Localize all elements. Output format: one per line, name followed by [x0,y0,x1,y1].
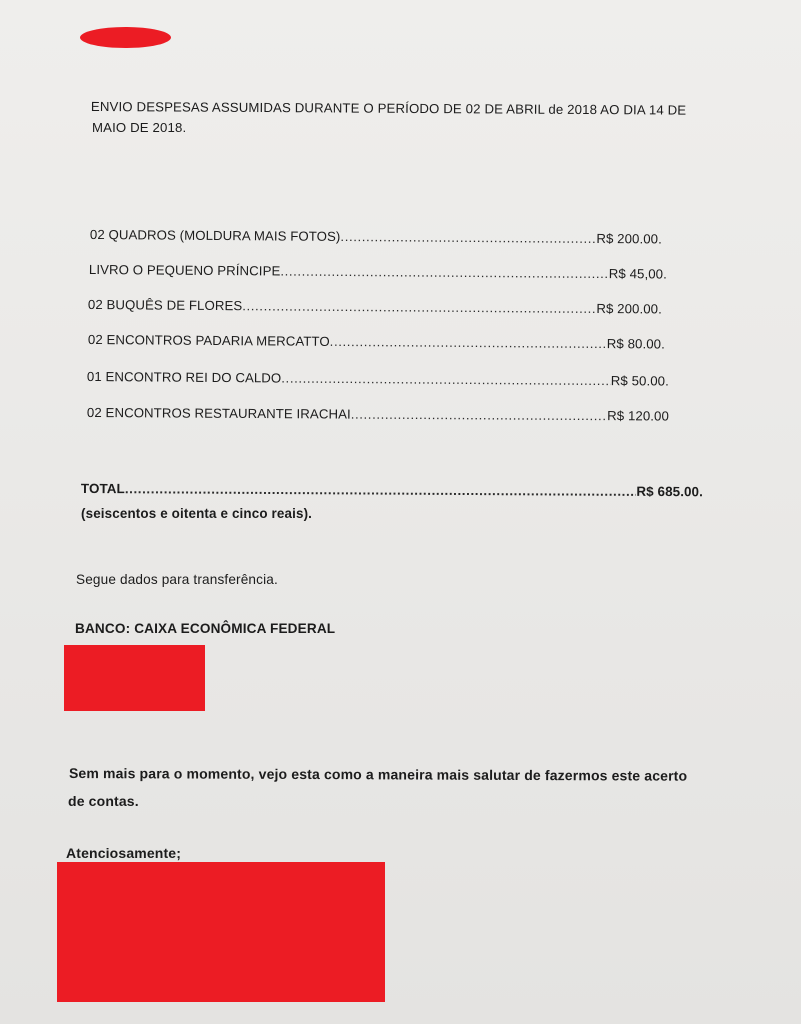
closing-line-2: de contas. [68,793,139,809]
dot-leader [280,264,609,282]
dot-leader [125,481,637,499]
total-row [81,481,703,499]
bank-name: BANCO: CAIXA ECONÔMICA FEDERAL [75,621,336,636]
expense-value: R$ 200.00. [596,230,662,247]
total-in-words: (seiscentos e oitenta e cinco reais). [81,506,313,521]
total-label: TOTAL [80,481,125,497]
expense-value: R$ 120.00 [607,408,669,424]
expense-label: LIVRO O PEQUENO PRÍNCIPE [88,262,281,279]
expense-value: R$ 80.00. [606,336,665,352]
expense-item [88,332,665,352]
header-line-1: ENVIO DESPESAS ASSUMIDAS DURANTE O PERÍODO DE 02 DE ABRIL de 2018 AO DIA 14 DE [90,99,687,118]
dot-leader [281,371,611,389]
expense-item [87,405,669,424]
expense-label: 01 ENCONTRO REI DO CALDO [86,369,282,386]
redacted-signature [57,862,385,1002]
transfer-note: Segue dados para transferência. [76,572,278,587]
header-line-2: MAIO DE 2018. [92,120,187,135]
expense-value: R$ 50.00. [610,373,669,389]
expense-item [90,227,662,246]
closing-line-1: Sem mais para o momento, vejo esta como a maneira mais salutar de fazermos este acerto [68,765,688,784]
dot-leader [340,229,596,246]
expense-label: 02 ENCONTROS RESTAURANTE IRACHAI [86,405,351,422]
closing-regards: Atenciosamente; [66,845,182,861]
redacted-header-mark [80,27,171,48]
redacted-bank-details [64,645,205,711]
expense-item [87,369,669,389]
dot-leader [330,334,607,351]
expense-label: 02 BUQUÊS DE FLORES [87,297,243,314]
dot-leader [242,298,596,316]
expense-value: R$ 45,00. [608,266,667,282]
expense-item [89,262,667,282]
dot-leader [351,407,607,424]
expense-value: R$ 200.00. [596,300,662,317]
total-value: R$ 685.00. [636,483,703,500]
expense-label: 02 ENCONTROS PADARIA MERCATTO [87,332,330,349]
expense-item [88,297,662,317]
expense-label: 02 QUADROS (MOLDURA MAIS FOTOS) [89,227,341,244]
